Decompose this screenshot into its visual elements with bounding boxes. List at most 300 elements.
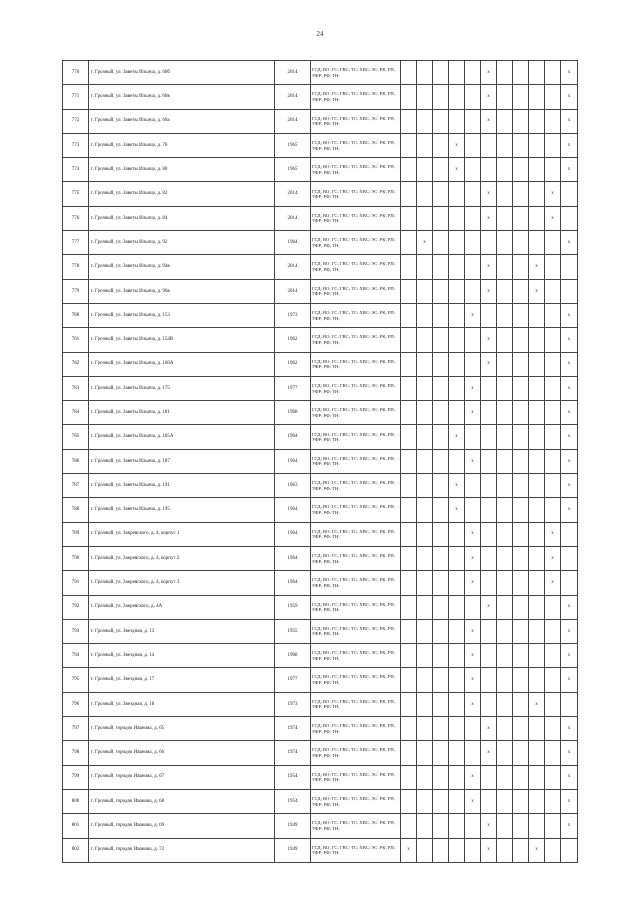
mark-cell (513, 717, 529, 741)
table-row (63, 765, 578, 789)
mark-cell (497, 546, 513, 570)
year-cell: 1964 (275, 449, 311, 473)
row-number: 772 (63, 109, 89, 133)
mark-cell (401, 449, 417, 473)
mark-cell (481, 765, 497, 789)
table-row (63, 838, 578, 862)
mark-cell: x (561, 133, 578, 157)
mark-cell: x (561, 376, 578, 400)
mark-cell: x (481, 206, 497, 230)
table-row (63, 449, 578, 473)
mark-cell (401, 692, 417, 716)
mark-cell (401, 789, 417, 813)
year-cell: 2014 (275, 255, 311, 279)
mark-cell (513, 376, 529, 400)
mark-cell (497, 474, 513, 498)
mark-cell (433, 522, 449, 546)
mark-cell: x (449, 474, 465, 498)
systems-cell: ГСД; ВО; ГС; ГВС; ТС; ХВС; ЭС; РК; РП; УФР; РФ; ТН; (311, 498, 401, 522)
mark-cell (433, 206, 449, 230)
systems-cell: ГСД; ВО; ГС; ГВС; ТС; ХВС; ЭС; РК; РП; УФР; РФ; ТН; (311, 158, 401, 182)
mark-cell (417, 571, 433, 595)
mark-cell: x (561, 741, 578, 765)
mark-cell (481, 425, 497, 449)
mark-cell (513, 109, 529, 133)
mark-cell: x (561, 619, 578, 643)
mark-cell (481, 522, 497, 546)
mark-cell (433, 717, 449, 741)
mark-cell: x (561, 231, 578, 255)
table-row (63, 571, 578, 595)
mark-cell (417, 425, 433, 449)
row-number: 774 (63, 158, 89, 182)
table-row (63, 498, 578, 522)
mark-cell (545, 498, 561, 522)
table-row (63, 425, 578, 449)
mark-cell (433, 401, 449, 425)
mark-cell (449, 376, 465, 400)
mark-cell: x (481, 279, 497, 303)
mark-cell (449, 668, 465, 692)
systems-cell: ГСД; ВО; ГС; ГВС; ТС; ХВС; ЭС; РК; РП; УФР; РФ; ТН; (311, 741, 401, 765)
row-number: 778 (63, 255, 89, 279)
mark-cell (465, 206, 481, 230)
mark-cell (449, 692, 465, 716)
year-cell: 1959 (275, 595, 311, 619)
row-number: 799 (63, 765, 89, 789)
mark-cell (401, 765, 417, 789)
mark-cell (433, 255, 449, 279)
year-cell: 1964 (275, 425, 311, 449)
mark-cell (513, 619, 529, 643)
mark-cell: x (481, 61, 497, 85)
mark-cell (465, 61, 481, 85)
mark-cell (497, 741, 513, 765)
mark-cell (513, 474, 529, 498)
mark-cell (401, 644, 417, 668)
mark-cell (529, 109, 545, 133)
mark-cell (513, 546, 529, 570)
mark-cell (561, 571, 578, 595)
mark-cell (417, 206, 433, 230)
row-number: 785 (63, 425, 89, 449)
year-cell: 1962 (275, 328, 311, 352)
mark-cell (465, 133, 481, 157)
systems-cell: ГСД; ВО; ГС; ГВС; ТС; ХВС; ЭС; РК; РП; УФР; РФ; ТН; (311, 595, 401, 619)
mark-cell (433, 303, 449, 327)
mark-cell: x (465, 546, 481, 570)
mark-cell: x (481, 814, 497, 838)
mark-cell (417, 692, 433, 716)
mark-cell (449, 789, 465, 813)
mark-cell (513, 328, 529, 352)
systems-cell: ГСД; ВО; ГС; ГВС; ТС; ХВС; ЭС; РК; РП; УФР; РФ; ТН; (311, 401, 401, 425)
systems-cell: ГСД; ВО; ГС; ГВС; ТС; ХВС; ЭС; РК; РП; УФР; РФ; ТН; (311, 328, 401, 352)
mark-cell (529, 644, 545, 668)
row-number: 801 (63, 814, 89, 838)
year-cell: 1954 (275, 765, 311, 789)
mark-cell: x (561, 474, 578, 498)
mark-cell (497, 522, 513, 546)
mark-cell (513, 741, 529, 765)
year-cell: 1977 (275, 668, 311, 692)
mark-cell: x (561, 449, 578, 473)
mark-cell (513, 692, 529, 716)
year-cell: 1964 (275, 522, 311, 546)
systems-cell: ГСД; ВО; ГС; ГВС; ТС; ХВС; ЭС; РК; РП; УФР; РФ; ТН; (311, 692, 401, 716)
mark-cell (401, 158, 417, 182)
mark-cell: x (465, 303, 481, 327)
mark-cell: x (465, 668, 481, 692)
mark-cell (465, 741, 481, 765)
mark-cell (401, 352, 417, 376)
table-row (63, 231, 578, 255)
mark-cell (481, 668, 497, 692)
mark-cell (449, 522, 465, 546)
mark-cell (561, 522, 578, 546)
mark-cell: x (561, 814, 578, 838)
row-number: 800 (63, 789, 89, 813)
mark-cell: x (481, 182, 497, 206)
address-cell: г. Грозный, ул. Заветы Ильича, д. 80 (89, 158, 275, 182)
year-cell: 1968 (275, 401, 311, 425)
year-cell: 1964 (275, 571, 311, 595)
mark-cell (545, 328, 561, 352)
mark-cell (401, 328, 417, 352)
mark-cell (545, 692, 561, 716)
mark-cell: x (561, 668, 578, 692)
mark-cell (545, 717, 561, 741)
mark-cell (497, 352, 513, 376)
systems-cell: ГСД; ВО; ГС; ГВС; ТС; ХВС; ЭС; РК; РП; УФР; РФ; ТН; (311, 231, 401, 255)
address-cell: г. Грозный, ул. Звездная, д. 18 (89, 692, 275, 716)
mark-cell (513, 206, 529, 230)
mark-cell (497, 449, 513, 473)
mark-cell (545, 619, 561, 643)
mark-cell (481, 303, 497, 327)
mark-cell (529, 449, 545, 473)
mark-cell: x (561, 498, 578, 522)
mark-cell (401, 595, 417, 619)
mark-cell (401, 61, 417, 85)
mark-cell (497, 668, 513, 692)
systems-cell: ГСД; ВО; ГС; ГВС; ТС; ХВС; ЭС; РК; РП; УФР; РФ; ТН; (311, 474, 401, 498)
mark-cell (417, 789, 433, 813)
mark-cell (497, 231, 513, 255)
mark-cell (513, 425, 529, 449)
mark-cell (497, 206, 513, 230)
mark-cell (401, 522, 417, 546)
mark-cell (417, 619, 433, 643)
mark-cell (545, 255, 561, 279)
table-row (63, 109, 578, 133)
mark-cell: x (529, 279, 545, 303)
mark-cell (513, 789, 529, 813)
mark-cell: x (561, 717, 578, 741)
mark-cell (465, 231, 481, 255)
mark-cell (481, 133, 497, 157)
mark-cell (513, 61, 529, 85)
mark-cell (497, 838, 513, 862)
row-number: 783 (63, 376, 89, 400)
mark-cell (417, 644, 433, 668)
table-row (63, 741, 578, 765)
systems-cell: ГСД; ВО; ГС; ГВС; ТС; ХВС; ЭС; РК; РП; УФР; РФ; ТН; (311, 546, 401, 570)
mark-cell: x (545, 206, 561, 230)
mark-cell (529, 61, 545, 85)
mark-cell: x (545, 571, 561, 595)
mark-cell (513, 449, 529, 473)
mark-cell (513, 133, 529, 157)
mark-cell (513, 231, 529, 255)
mark-cell: x (481, 109, 497, 133)
mark-cell (513, 279, 529, 303)
systems-cell: ГСД; ВО; ГС; ГВС; ТС; ХВС; ЭС; РК; РП; УФР; РФ; ТН; (311, 303, 401, 327)
table-row (63, 352, 578, 376)
table-row (63, 376, 578, 400)
mark-cell (449, 61, 465, 85)
mark-cell (465, 814, 481, 838)
mark-cell (433, 425, 449, 449)
row-number: 795 (63, 668, 89, 692)
address-cell: г. Грозный, городок Иванова, д. 68 (89, 789, 275, 813)
address-cell: г. Грозный, ул. Заветы Ильича, д. 96в (89, 279, 275, 303)
row-number: 797 (63, 717, 89, 741)
mark-cell (449, 546, 465, 570)
table-row (63, 279, 578, 303)
mark-cell: x (481, 717, 497, 741)
mark-cell (481, 692, 497, 716)
mark-cell (497, 401, 513, 425)
mark-cell (529, 765, 545, 789)
mark-cell (417, 158, 433, 182)
mark-cell: x (561, 789, 578, 813)
mark-cell (401, 376, 417, 400)
mark-cell (433, 133, 449, 157)
mark-cell (449, 255, 465, 279)
mark-cell (497, 303, 513, 327)
mark-cell: x (561, 328, 578, 352)
year-cell: 1973 (275, 692, 311, 716)
year-cell: 1962 (275, 352, 311, 376)
mark-cell (465, 474, 481, 498)
mark-cell (401, 109, 417, 133)
mark-cell (401, 425, 417, 449)
mark-cell (545, 303, 561, 327)
mark-cell (401, 231, 417, 255)
row-number: 777 (63, 231, 89, 255)
mark-cell: x (465, 765, 481, 789)
mark-cell (513, 498, 529, 522)
address-cell: г. Грозный, ул. Заветы Ильича, д. 60а (89, 109, 275, 133)
mark-cell (449, 85, 465, 109)
mark-cell (513, 85, 529, 109)
mark-cell: x (561, 85, 578, 109)
mark-cell (545, 61, 561, 85)
row-number: 802 (63, 838, 89, 862)
mark-cell (433, 814, 449, 838)
row-number: 784 (63, 401, 89, 425)
row-number: 790 (63, 546, 89, 570)
systems-cell: ГСД; ВО; ГС; ГВС; ТС; ХВС; ЭС; РК; РП; УФР; РФ; ТН; (311, 789, 401, 813)
mark-cell (433, 838, 449, 862)
systems-cell: ГСД; ВО; ГС; ГВС; ТС; ХВС; ЭС; РК; РП; УФР; РФ; ТН; (311, 279, 401, 303)
address-cell: г. Грозный, ул. Заветы Ильича, д. 160А (89, 352, 275, 376)
address-cell: г. Грозный, городок Иванова, д. 69 (89, 814, 275, 838)
mark-cell: x (545, 182, 561, 206)
table-row (63, 717, 578, 741)
row-number: 793 (63, 619, 89, 643)
mark-cell (497, 692, 513, 716)
year-cell: 1974 (275, 741, 311, 765)
table-row (63, 401, 578, 425)
mark-cell (449, 717, 465, 741)
mark-cell (513, 352, 529, 376)
mark-cell: x (561, 425, 578, 449)
mark-cell (497, 814, 513, 838)
mark-cell (401, 668, 417, 692)
systems-cell: ГСД; ВО; ГС; ГВС; ТС; ХВС; ЭС; РК; РП; УФР; РФ; ТН; (311, 522, 401, 546)
address-cell: г. Грозный, ул. Заветы Ильича, д. 60в (89, 85, 275, 109)
mark-cell (529, 668, 545, 692)
mark-cell (513, 595, 529, 619)
year-cell: 1949 (275, 814, 311, 838)
table-row (63, 668, 578, 692)
mark-cell (497, 376, 513, 400)
mark-cell (401, 279, 417, 303)
mark-cell (545, 425, 561, 449)
mark-cell (513, 401, 529, 425)
mark-cell (545, 158, 561, 182)
mark-cell (529, 571, 545, 595)
mark-cell: x (465, 522, 481, 546)
mark-cell (417, 498, 433, 522)
mark-cell: x (481, 595, 497, 619)
mark-cell (529, 474, 545, 498)
mark-cell (529, 595, 545, 619)
mark-cell (561, 182, 578, 206)
mark-cell (481, 474, 497, 498)
mark-cell (529, 376, 545, 400)
mark-cell: x (561, 61, 578, 85)
year-cell: 2014 (275, 85, 311, 109)
mark-cell: x (465, 644, 481, 668)
systems-cell: ГСД; ВО; ГС; ГВС; ТС; ХВС; ЭС; РК; РП; УФР; РФ; ТН; (311, 61, 401, 85)
mark-cell (417, 668, 433, 692)
row-number: 796 (63, 692, 89, 716)
systems-cell: ГСД; ВО; ГС; ГВС; ТС; ХВС; ЭС; РК; РП; УФР; РФ; ТН; (311, 644, 401, 668)
address-cell: г. Грозный, городок Иванова, д. 72 (89, 838, 275, 862)
mark-cell (449, 109, 465, 133)
mark-cell (433, 741, 449, 765)
mark-cell (417, 595, 433, 619)
address-cell: г. Грозный, ул. Заветы Ильича, д. 94в (89, 255, 275, 279)
mark-cell (513, 522, 529, 546)
page-number: 24 (316, 30, 324, 38)
mark-cell: x (481, 255, 497, 279)
mark-cell (545, 474, 561, 498)
mark-cell (433, 692, 449, 716)
mark-cell (433, 328, 449, 352)
mark-cell (449, 279, 465, 303)
mark-cell (513, 182, 529, 206)
mark-cell (433, 546, 449, 570)
mark-cell (417, 61, 433, 85)
mark-cell (529, 182, 545, 206)
mark-cell (545, 765, 561, 789)
mark-cell (545, 814, 561, 838)
mark-cell: x (545, 522, 561, 546)
mark-cell: x (481, 85, 497, 109)
mark-cell (433, 789, 449, 813)
mark-cell (401, 546, 417, 570)
row-number: 798 (63, 741, 89, 765)
mark-cell (529, 741, 545, 765)
mark-cell: x (481, 328, 497, 352)
mark-cell (497, 133, 513, 157)
mark-cell (433, 279, 449, 303)
row-number: 781 (63, 328, 89, 352)
mark-cell (465, 158, 481, 182)
systems-cell: ГСД; ВО; ГС; ГВС; ТС; ХВС; ЭС; РК; РП; УФР; РФ; ТН; (311, 376, 401, 400)
mark-cell (529, 328, 545, 352)
mark-cell (513, 765, 529, 789)
mark-cell (433, 619, 449, 643)
table-row (63, 158, 578, 182)
mark-cell (497, 789, 513, 813)
table-row (63, 546, 578, 570)
mark-cell: x (481, 352, 497, 376)
address-cell: г. Грозный, ул. Заветы Ильича, д. 185А (89, 425, 275, 449)
mark-cell (417, 741, 433, 765)
mark-cell: x (561, 303, 578, 327)
mark-cell (481, 644, 497, 668)
mark-cell (417, 85, 433, 109)
register-body (63, 61, 578, 863)
mark-cell: x (465, 789, 481, 813)
mark-cell (449, 595, 465, 619)
mark-cell (449, 765, 465, 789)
mark-cell (417, 522, 433, 546)
mark-cell (449, 741, 465, 765)
row-number: 788 (63, 498, 89, 522)
table-row (63, 328, 578, 352)
mark-cell (529, 401, 545, 425)
mark-cell (497, 158, 513, 182)
year-cell: 1964 (275, 231, 311, 255)
year-cell: 2014 (275, 279, 311, 303)
mark-cell (545, 231, 561, 255)
table-row (63, 619, 578, 643)
mark-cell: x (561, 644, 578, 668)
row-number: 771 (63, 85, 89, 109)
mark-cell (433, 668, 449, 692)
systems-cell: ГСД; ВО; ГС; ГВС; ТС; ХВС; ЭС; РК; РП; УФР; РФ; ТН; (311, 182, 401, 206)
mark-cell (481, 231, 497, 255)
mark-cell (497, 255, 513, 279)
mark-cell (545, 401, 561, 425)
mark-cell (497, 619, 513, 643)
mark-cell: x (529, 255, 545, 279)
mark-cell (513, 644, 529, 668)
table-row (63, 85, 578, 109)
row-number: 775 (63, 182, 89, 206)
mark-cell (545, 279, 561, 303)
mark-cell (417, 838, 433, 862)
mark-cell (529, 546, 545, 570)
mark-cell (465, 352, 481, 376)
mark-cell (481, 546, 497, 570)
